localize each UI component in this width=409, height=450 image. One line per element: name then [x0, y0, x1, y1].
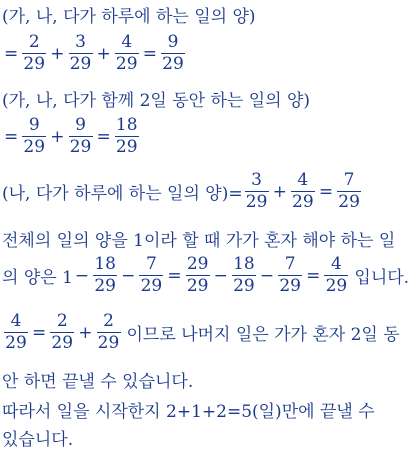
numerator: 9	[161, 34, 185, 54]
denominator: 29	[140, 276, 163, 296]
numerator: 3	[69, 34, 93, 54]
denominator: 29	[97, 333, 120, 353]
numerator: 7	[278, 256, 302, 276]
fraction	[22, 117, 46, 156]
equals-sign: =	[318, 181, 334, 202]
line-3	[2, 86, 398, 111]
numerator: 4	[324, 256, 348, 276]
plus-sign: +	[50, 43, 65, 64]
minus-sign: −	[213, 265, 228, 286]
line-4-equation	[2, 117, 398, 156]
fraction	[115, 34, 139, 73]
numerator: 9	[69, 117, 93, 137]
minus-sign: −	[259, 265, 275, 286]
line-6	[2, 226, 398, 251]
fraction	[69, 34, 93, 73]
line-11-text: 있습니다.	[2, 430, 74, 450]
numerator: 4	[4, 313, 28, 333]
denominator: 29	[115, 54, 138, 74]
line-8-suffix: 이므로 나머지 일은 가가 혼자 2일 동	[126, 325, 400, 345]
fraction	[139, 256, 163, 295]
plus-sign: +	[78, 322, 93, 343]
fraction	[50, 313, 74, 352]
fraction	[115, 117, 139, 156]
denominator: 29	[69, 54, 92, 74]
plus-sign: +	[96, 43, 111, 64]
fraction	[22, 34, 46, 73]
line-5-equation	[2, 172, 398, 211]
minus-sign: −	[74, 265, 90, 286]
denominator: 29	[338, 192, 360, 212]
denominator: 29	[325, 276, 348, 296]
denominator: 29	[186, 276, 209, 296]
denominator: 29	[162, 54, 184, 74]
line-2-equation	[2, 34, 398, 73]
numerator: 29	[186, 254, 209, 274]
numerator: 18	[115, 115, 138, 135]
minus-sign: −	[121, 265, 136, 286]
fraction	[97, 313, 121, 352]
line-7-suffix: 입니다.	[354, 268, 409, 288]
fraction	[4, 313, 28, 352]
fraction	[69, 117, 93, 156]
line-6-text: 전체의 일의 양을 1이라 할 때 가가 혼자 해야 하는 일	[2, 231, 396, 251]
equals-sign: =	[4, 43, 19, 64]
denominator: 29	[23, 137, 46, 157]
equals-sign: =	[167, 265, 182, 286]
numerator: 2	[22, 34, 46, 54]
plus-sign: +	[272, 181, 287, 202]
denominator: 29	[233, 276, 255, 296]
equals-sign: =	[306, 265, 321, 286]
denominator: 29	[51, 333, 74, 353]
line-1-text: (가, 나, 다가 하루에 하는 일의 양)	[2, 7, 256, 27]
denominator: 29	[5, 333, 27, 353]
denominator: 29	[69, 137, 92, 157]
denominator: 29	[279, 276, 301, 296]
line-7-equation	[2, 254, 409, 296]
numerator: 4	[291, 172, 315, 192]
numerator: 7	[337, 172, 361, 192]
numerator: 2	[50, 313, 74, 333]
equals-sign: =	[32, 322, 47, 343]
line-10	[2, 397, 398, 422]
plus-sign: +	[50, 126, 65, 147]
numerator: 7	[139, 256, 163, 276]
equals-sign: =	[4, 126, 19, 147]
line-7-prefix: 의 양은 1	[2, 268, 73, 288]
numerator: 3	[245, 172, 269, 192]
denominator: 29	[292, 192, 314, 212]
fraction	[245, 172, 269, 211]
fraction	[232, 256, 256, 295]
numerator: 2	[97, 313, 121, 333]
line-3-text: (가, 나, 다가 함께 2일 동안 하는 일의 양)	[2, 91, 311, 111]
denominator: 29	[245, 192, 268, 212]
line-8-equation	[2, 313, 398, 352]
line-5-text: (나, 다가 하루에 하는 일의 양)=	[2, 184, 243, 204]
line-9	[2, 367, 398, 392]
fraction	[324, 256, 348, 295]
numerator: 9	[22, 117, 46, 137]
numerator: 18	[233, 254, 255, 274]
denominator: 29	[94, 276, 116, 296]
fraction	[337, 172, 361, 211]
numerator: 18	[94, 254, 116, 274]
numerator: 4	[115, 34, 139, 54]
equals-sign: =	[142, 43, 157, 64]
fraction	[93, 256, 117, 295]
fraction	[291, 172, 315, 211]
line-9-text: 안 하면 끝낼 수 있습니다.	[2, 372, 194, 392]
denominator: 29	[115, 137, 138, 157]
fraction	[161, 34, 185, 73]
equals-sign: =	[96, 126, 111, 147]
line-10-text: 따라서 일을 시작한지 2+1+2=5(일)만에 끝낼 수	[2, 402, 375, 422]
fraction	[278, 256, 302, 295]
line-11	[2, 425, 398, 450]
line-1	[2, 2, 398, 27]
denominator: 29	[23, 54, 46, 74]
fraction	[186, 256, 210, 295]
